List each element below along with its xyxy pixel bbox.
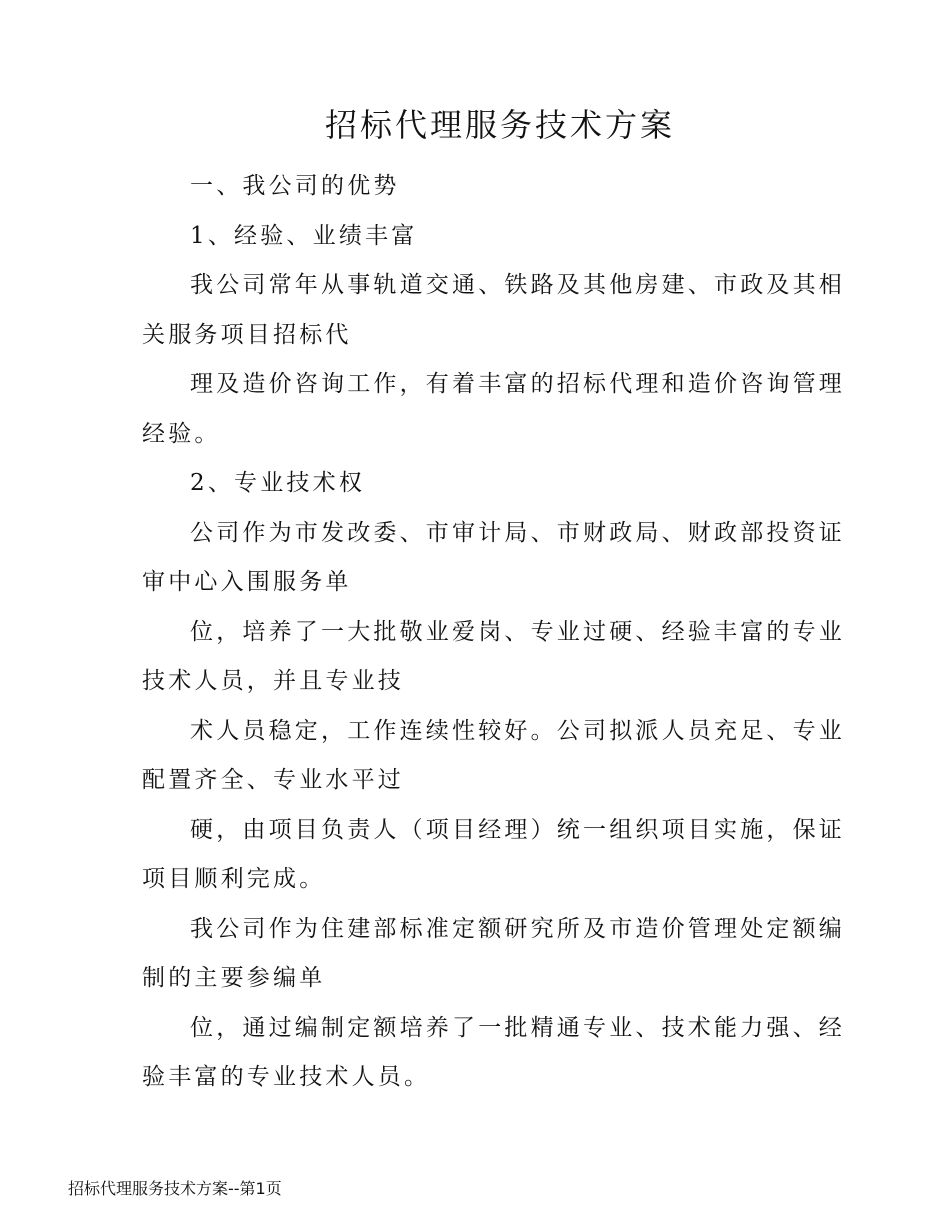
paragraph-line: 我公司作为住建部标准定额研究所及市造价管理处定额编 bbox=[190, 915, 845, 942]
page-footer: 招标代理服务技术方案--第1页 bbox=[68, 1179, 282, 1198]
paragraph-line: 硬，由项目负责人（项目经理）统一组织项目实施，保证 bbox=[190, 816, 845, 843]
paragraph-line: 审中心入围服务单 bbox=[142, 569, 352, 595]
paragraph-line: 理及造价咨询工作，有着丰富的招标代理和造价咨询管理 bbox=[190, 371, 845, 397]
paragraph-line: 公司作为市发改委、市审计局、市财政局、财政部投资证 bbox=[190, 519, 845, 546]
document-title: 招标代理服务技术方案 bbox=[324, 106, 675, 144]
paragraph-line: 我公司常年从事轨道交通、铁路及其他房建、市政及其相 bbox=[190, 272, 845, 298]
paragraph-line: 位，培养了一大批敬业爱岗、专业过硬、经验丰富的专业 bbox=[190, 618, 845, 645]
paragraph-line: 制的主要参编单 bbox=[142, 965, 326, 991]
subsection-heading: 2、专业技术权 bbox=[190, 470, 366, 496]
section-heading: 一、我公司的优势 bbox=[190, 173, 400, 199]
paragraph-line: 经验。 bbox=[142, 420, 221, 447]
paragraph-line: 位，通过编制定额培养了一批精通专业、技术能力强、经 bbox=[190, 1014, 845, 1041]
paragraph-line: 配置齐全、专业水平过 bbox=[142, 767, 404, 793]
paragraph-line: 技术人员，并且专业技 bbox=[142, 668, 404, 694]
paragraph-line: 术人员稳定，工作连续性较好。公司拟派人员充足、专业 bbox=[190, 717, 845, 744]
paragraph-line: 关服务项目招标代 bbox=[142, 321, 352, 348]
document-body bbox=[142, 162, 845, 1103]
subsection-heading: 1、经验、业绩丰富 bbox=[190, 222, 418, 249]
paragraph-line: 验丰富的专业技术人员。 bbox=[142, 1064, 431, 1090]
paragraph-line: 项目顺利完成。 bbox=[142, 866, 326, 892]
